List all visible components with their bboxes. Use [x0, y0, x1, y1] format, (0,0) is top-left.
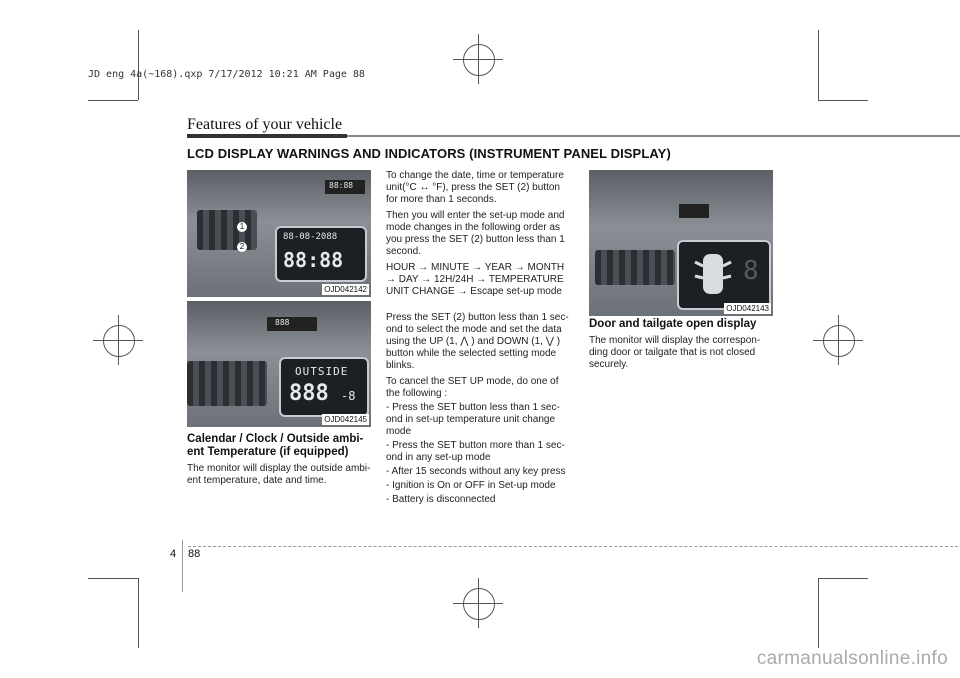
small-display: 88:88 — [325, 180, 365, 194]
list-item: - Battery is disconnected — [386, 494, 496, 505]
footer-separator — [182, 540, 183, 592]
lcd-door-panel — [677, 240, 771, 310]
footer-rule — [188, 546, 960, 547]
crop-mark — [88, 578, 138, 579]
car-doors-open-icon — [693, 248, 733, 300]
registration-mark — [93, 340, 143, 341]
lcd-time: 88:88 — [283, 248, 344, 272]
lcd-digit: 8 — [743, 256, 759, 286]
calendar-body: The monitor will display the outside ambi-ent temperature, date and time. — [187, 463, 371, 486]
registration-mark-icon — [823, 325, 855, 357]
print-slug: JD eng 4a(~168).qxp 7/17/2012 10:21 AM Page 88 — [88, 69, 365, 80]
paragraph: HOUR → MINUTE → YEAR → MONTH → DAY → 12H/24H → TEMPERATURE UNIT CHANGE → Escape set-up mode — [386, 262, 565, 297]
lcd-outside-unit: -8 — [341, 389, 356, 403]
registration-mark-icon — [103, 325, 135, 357]
lcd-clock-panel — [275, 226, 367, 282]
door-body: The monitor will display the correspon-ding door or tailgate that is not closed securely. — [589, 335, 761, 370]
registration-mark — [453, 603, 503, 604]
crop-mark — [138, 578, 139, 648]
vent-image — [187, 361, 267, 406]
column-2 — [386, 170, 574, 508]
figure-code: OJD042143 — [726, 304, 769, 313]
figure-clock-display — [187, 170, 371, 297]
figure-door-open-display — [589, 170, 773, 316]
registration-mark-icon — [463, 588, 495, 620]
crop-mark — [818, 100, 868, 101]
list-item: - Press the SET button more than 1 sec-ond in any set-up mode — [386, 440, 565, 463]
lcd-date: 88-08-2088 — [283, 232, 338, 242]
small-display — [679, 204, 709, 218]
figure-code: OJD042142 — [324, 285, 367, 294]
door-heading: Door and tailgate open display — [589, 318, 757, 330]
paragraph: To cancel the SET UP mode, do one of the following : — [386, 376, 559, 399]
vent-image — [197, 210, 257, 250]
paragraph: Press the SET (2) button less than 1 sec-ond to select the mode and set the data using the UP (1, ⋀ ) and DOWN (1, ⋁ ) button while the selected setting mode blinks. — [386, 312, 569, 371]
registration-mark — [813, 340, 863, 341]
column-3 — [589, 318, 775, 375]
section-title: LCD DISPLAY WARNINGS AND INDICATORS (INSTRUMENT PANEL DISPLAY) — [187, 146, 671, 161]
page-header-title: Features of your vehicle — [187, 116, 343, 133]
list-item: - Ignition is On or OFF in Set-up mode — [386, 480, 556, 491]
list-item: - After 15 seconds without any key press — [386, 466, 566, 477]
registration-mark — [453, 59, 503, 60]
small-display: 888 — [267, 317, 317, 331]
header-rule-accent — [187, 134, 347, 138]
callout-1-icon: 1 — [237, 222, 247, 232]
section-number: 4 — [170, 548, 177, 560]
figure-code: OJD042145 — [324, 415, 367, 424]
callout-2-icon: 2 — [237, 242, 247, 252]
lcd-temperature-panel — [279, 357, 369, 417]
crop-mark — [818, 578, 868, 579]
watermark: carmanualsonline.info — [756, 648, 948, 669]
crop-mark — [818, 30, 819, 100]
column-1 — [187, 433, 371, 491]
crop-mark — [88, 100, 138, 101]
list-item: - Press the SET button less than 1 sec-ond in set-up temperature unit change mode — [386, 402, 560, 437]
calendar-heading: Calendar / Clock / Outside ambi-ent Temperature (if equipped) — [187, 433, 364, 458]
registration-mark-icon — [463, 44, 495, 76]
vent-image — [595, 250, 675, 285]
figure-outside-temp-display — [187, 301, 371, 427]
paragraph: Then you will enter the set-up mode and mode changes in the following order as you press the SET (2) button less than 1 second. — [386, 210, 565, 257]
lcd-outside-value: 888 — [289, 381, 329, 406]
paragraph: To change the date, time or temperature unit(°C ↔ °F), press the SET (2) button for more than 1 seconds. — [386, 170, 564, 205]
crop-mark — [138, 30, 139, 100]
lcd-outside-label: OUTSIDE — [295, 365, 349, 378]
crop-mark — [818, 578, 819, 648]
page-number: 88 — [188, 548, 201, 560]
